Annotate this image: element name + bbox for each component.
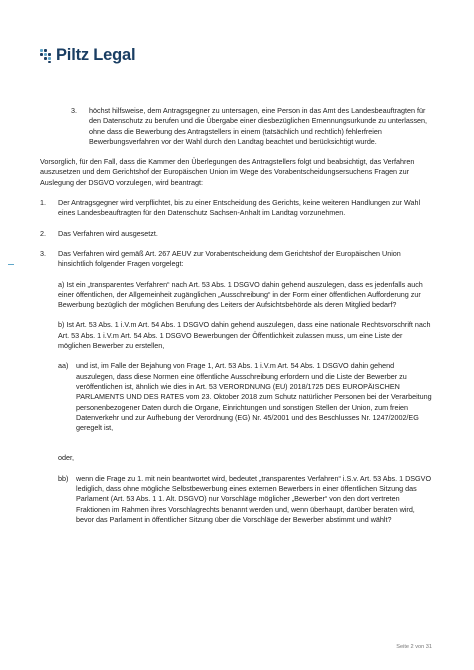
request-number: 1. [40,198,46,208]
margin-marker [8,264,14,265]
piltz-legal-logo [40,46,135,65]
sub-question-number: bb) [58,473,69,483]
sub-question-text: wenn die Frage zu 1. mit nein beantwortet wird, bedeutet „transparentes Verfahren“ i.S.v. Art. 53 Abs. 1 DSGVO lediglich, dass ohne mögliche Selbstbewerbung eines externen Bewerbers in einer öffentlichen Sitzung das Parlament (Art. 53 Abs. 1 1. Alt. DSGVO) nur Vorschläge möglicher „Bewerber“ von den dort vertreten Fraktionen im Rahmen ihres Vorschlagrechts benannt werden und, wenn überhaupt, darüber beraten wird, bevor das Parlament in öffentlicher Sitzung über die Vorschläge der Bewerber abstimmt und wählt? [76,473,432,524]
request-number: 3. [40,248,46,258]
request-text: Das Verfahren wird ausgesetzt. [58,228,158,238]
page-number: Seite 2 von 31 [396,644,432,650]
sub-question-number: aa) [58,361,69,371]
document-body [40,106,432,525]
request-text: Das Verfahren wird gemäß Art. 267 AEUV zur Vorabentscheidung dem Gerichtshof der Europäischen Union hinsichtlich folgender Fragen vorgelegt: [58,248,401,269]
piltz-dots-logo-icon [40,49,54,63]
item-number: 3. [71,106,77,115]
sub-question-aa [58,361,432,433]
logo-text: Piltz Legal [56,46,136,64]
sub-question-bb [58,474,432,525]
request-2 [40,229,432,239]
request-1 [40,198,432,219]
item-3-highly-alternative [71,106,432,147]
question-a: a) Ist ein „transparentes Verfahren“ nach Art. 53 Abs. 1 DSGVO dahin gehend auszulegen, dass es jedenfalls auch einer öffentlichen, der Allgemeinheit zugänglichen „Ausschreibung“ in der Form einer öffentlichen Aufforderung zur Bewerbung bezüglich der möglichen Berufung des Leiters der Aufsichtsbehörde als deren Mitglied bedarf? [58,279,423,310]
precautionary-intro: Vorsorglich, für den Fall, dass die Kammer den Überlegungen des Antragstellers folgt und beabsichtigt, das Verfahren auszusetzen und dem Gerichtshof der Europäischen Union im Wege des Vorabentscheidungsersuchens Fragen zur Auslegung der DSGVO vorzulegen, wird beantragt: [40,157,415,187]
request-3 [40,249,432,270]
sub-question-text: und ist, im Falle der Bejahung von Frage 1, Art. 53 Abs. 1 i.V.m Art. 54 Abs. 1 DSGVO dahin gehend auszulegen, dass diese Normen eine öffentliche Ausschreibung erfordern und die Liste der Bewerber zu veröffentlichen ist, ähnlich wie dies in Art. 53 VERORDNUNG (EU) 2018/1725 DES EUROPÄISCHEN PARLAMENTS UND DES RATES vom 23. Oktober 2018 zum Schutz natürlicher Personen bei der Verarbeitung personenbezogener Daten durch die Organe, Einrichtungen und sonstigen Stellen der Union, zum freien Datenverkehr und zur Aufhebung der Verordnung (EG) Nr. 45/2001 und des Beschlusses Nr. 1247/2002/EG geregelt ist, [76,361,432,433]
item-text: höchst hilfsweise, dem Antragsgegner zu untersagen, eine Person in das Amt des Landesbeauftragten für den Datenschutz zu berufen und die Übergabe einer diesbezüglichen Ernennungsurkunde zu unterlassen, ohne dass die Bewerbung des Antragstellers in einem (tatsächlich und rechtlich) fehlerfreien Bewerbungsverfahren vor der Wahl durch den Landtag beachtet und berücksichtigt wurde. [89,106,428,146]
request-text: Der Antragsgegner wird verpflichtet, bis zu einer Entscheidung des Gerichts, keine weiteren Handlungen zur Wahl eines Landesbeauftragten für den Datenschutz Sachsen-Anhalt im Landtag vorzunehmen. [58,198,421,218]
or-separator: oder, [58,453,74,463]
request-number: 2. [40,228,46,238]
question-b: b) Ist Art. 53 Abs. 1 i.V.m Art. 54 Abs. 1 DSGVO dahin gehend auszulegen, dass eine nationale Rechtsvorschrift nach Art. 53 Abs. 1 i.V.m Art. 54 Abs. 1 DSGVO Bewerbungen der Öffentlichkeit zulassen muss, um eine Liste der möglichen Bewerber zu erstellen, [58,320,431,351]
